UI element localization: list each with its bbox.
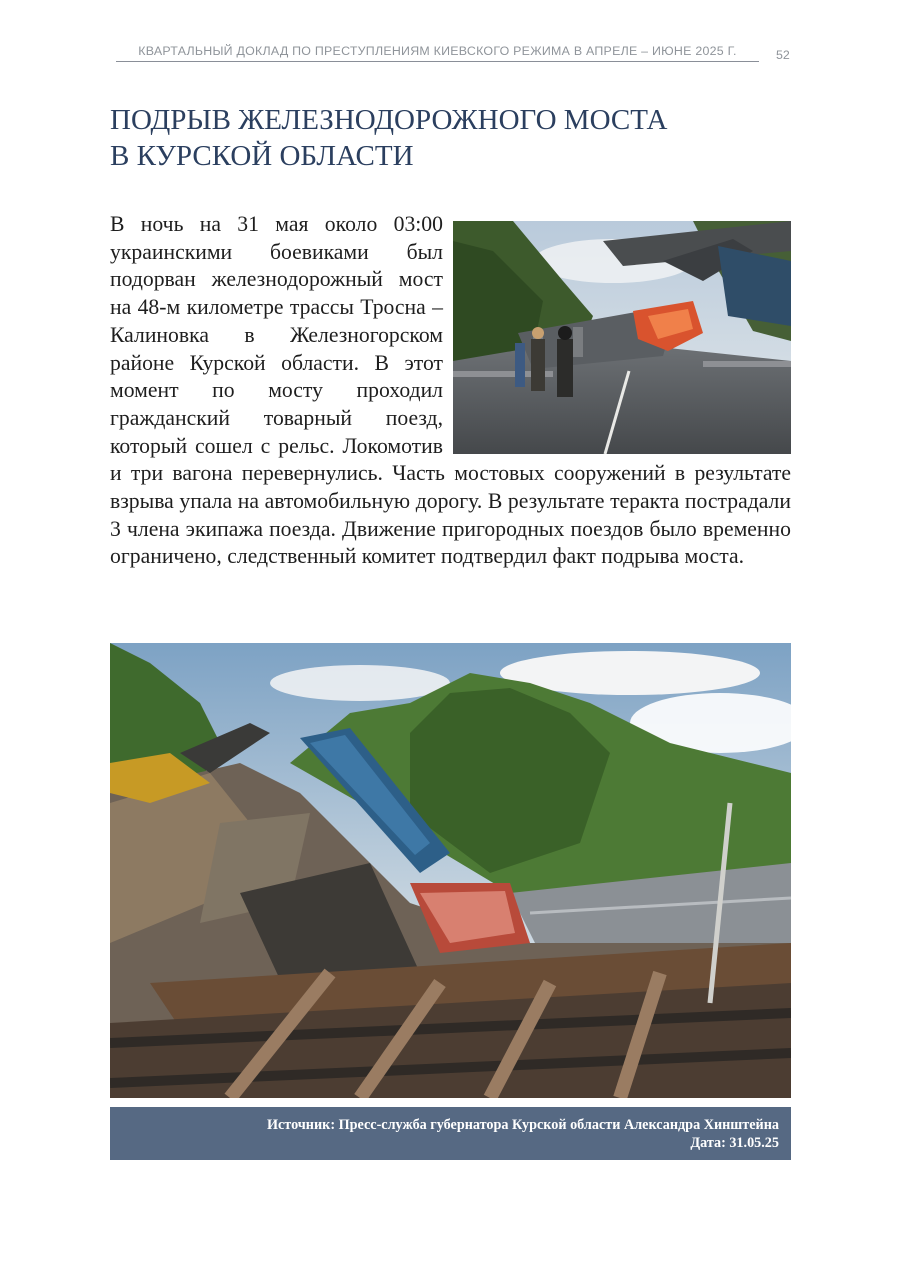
running-header: КВАРТАЛЬНЫЙ ДОКЛАД ПО ПРЕСТУПЛЕНИЯМ КИЕВСКОГО РЕЖИМА В АПРЕЛЕ – ИЮНЕ 2025 Г. xyxy=(116,42,759,62)
article-body-text: В ночь на 31 мая около 03:00 украинскими боевиками был подорван железнодорожный мост на 48-м километре трассы Тросна – Калиновка в Железногорском районе Курской области. В этот момент по мосту проходил гражданский товарный поезд, который сошел с рельс. Локомотив и три вагона перевернулись. Часть мостовых сооружений в результате взрыва упала на автомобильную дорогу. В результате теракта пострадали 3 члена экипажа поезда. Движение пригородных поездов было временно ограничено, следственный комитет подтвердил факт подрыва моста. xyxy=(110,212,791,569)
photo-bridge-wreckage xyxy=(110,643,791,1098)
caption-date: Дата: 31.05.25 xyxy=(690,1135,779,1151)
page-number: 52 xyxy=(776,48,790,62)
title-line-2: В КУРСКОЙ ОБЛАСТИ xyxy=(110,140,414,172)
photo-derailed-locomotive xyxy=(453,221,791,454)
photo-caption xyxy=(110,1107,791,1160)
caption-source: Источник: Пресс-служба губернатора Курской области Александра Хинштейна xyxy=(266,1117,779,1133)
article-body xyxy=(110,211,791,571)
title-line-1: ПОДРЫВ ЖЕЛЕЗНОДОРОЖНОГО МОСТА xyxy=(110,104,668,136)
page-title xyxy=(110,102,790,174)
